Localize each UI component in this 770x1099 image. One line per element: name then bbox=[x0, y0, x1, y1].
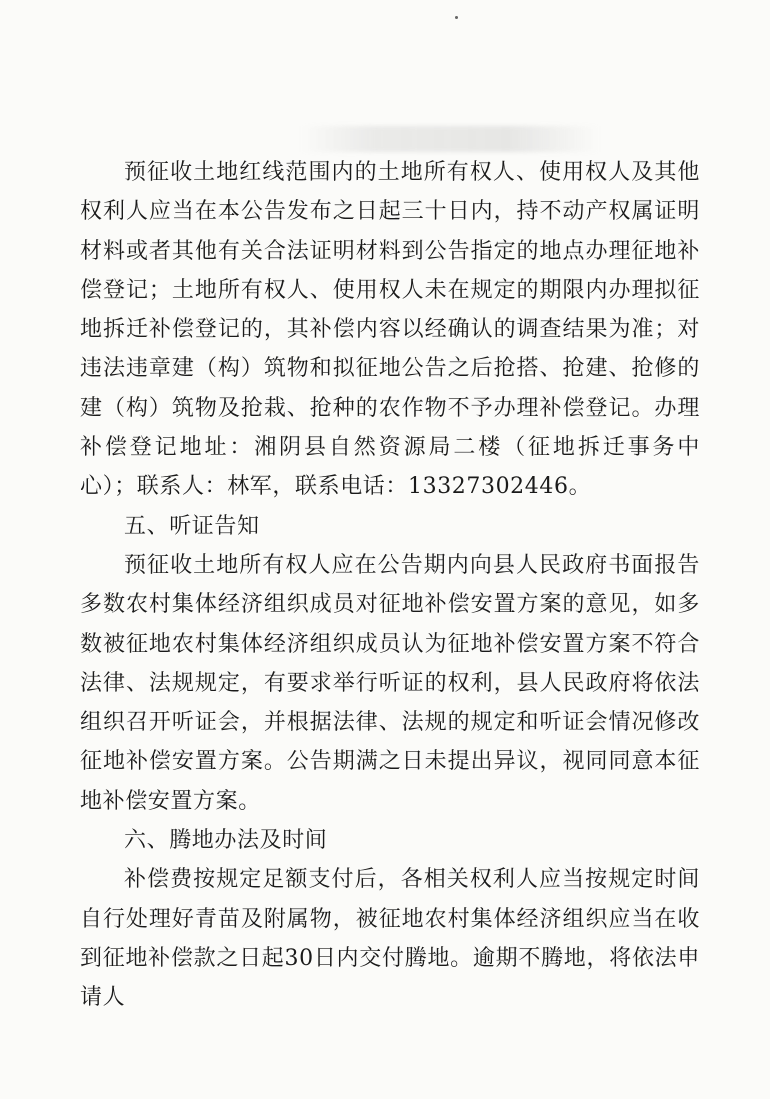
section-heading-hearing-notice: 五、听证告知 bbox=[124, 513, 260, 539]
section-heading-land-handover: 六、腾地办法及时间 bbox=[124, 828, 328, 854]
document-body bbox=[80, 153, 700, 1018]
scan-speck bbox=[455, 16, 458, 19]
paragraph-registration: 预征收土地红线范围内的土地所有权人、使用权人及其他权利人应当在本公告发布之日起三十日内，持不动产权属证明材料或者其他有关合法证明材料到公告指定的地点办理征地补偿登记；土地所有权人、使用权人未在规定的期限内办理拟征地拆迁补偿登记的，其补偿内容以经确认的调查结果为准；对违法违章建（构）筑物和拟征地公告之后抢搭、抢建、抢修的建（构）筑物及抢栽、抢种的农作物不予办理补偿登记。办理补偿登记地址：湘阴县自然资源局二楼（征地拆迁事务中心）；联系人：林军，联系电话：13327302446。 bbox=[80, 160, 700, 500]
show-through-smudge bbox=[300, 126, 600, 152]
paragraph-land-handover: 补偿费按规定足额支付后，各相关权利人应当按规定时间自行处理好青苗及附属物，被征地农村集体经济组织应当在收到征地补偿款之日起30日内交付腾地。逾期不腾地，将依法申请人 bbox=[80, 867, 700, 1011]
paragraph-hearing-notice: 预征收土地所有权人应在公告期内向县人民政府书面报告多数农村集体经济组织成员对征地补偿安置方案的意见，如多数被征地农村集体经济组织成员认为征地补偿安置方案不符合法律、法规规定，有要求举行听证的权利，县人民政府将依法组织召开听证会，并根据法律、法规的规定和听证会情况修改征地补偿安置方案。公告期满之日未提出异议，视同同意本征地补偿安置方案。 bbox=[80, 552, 700, 814]
